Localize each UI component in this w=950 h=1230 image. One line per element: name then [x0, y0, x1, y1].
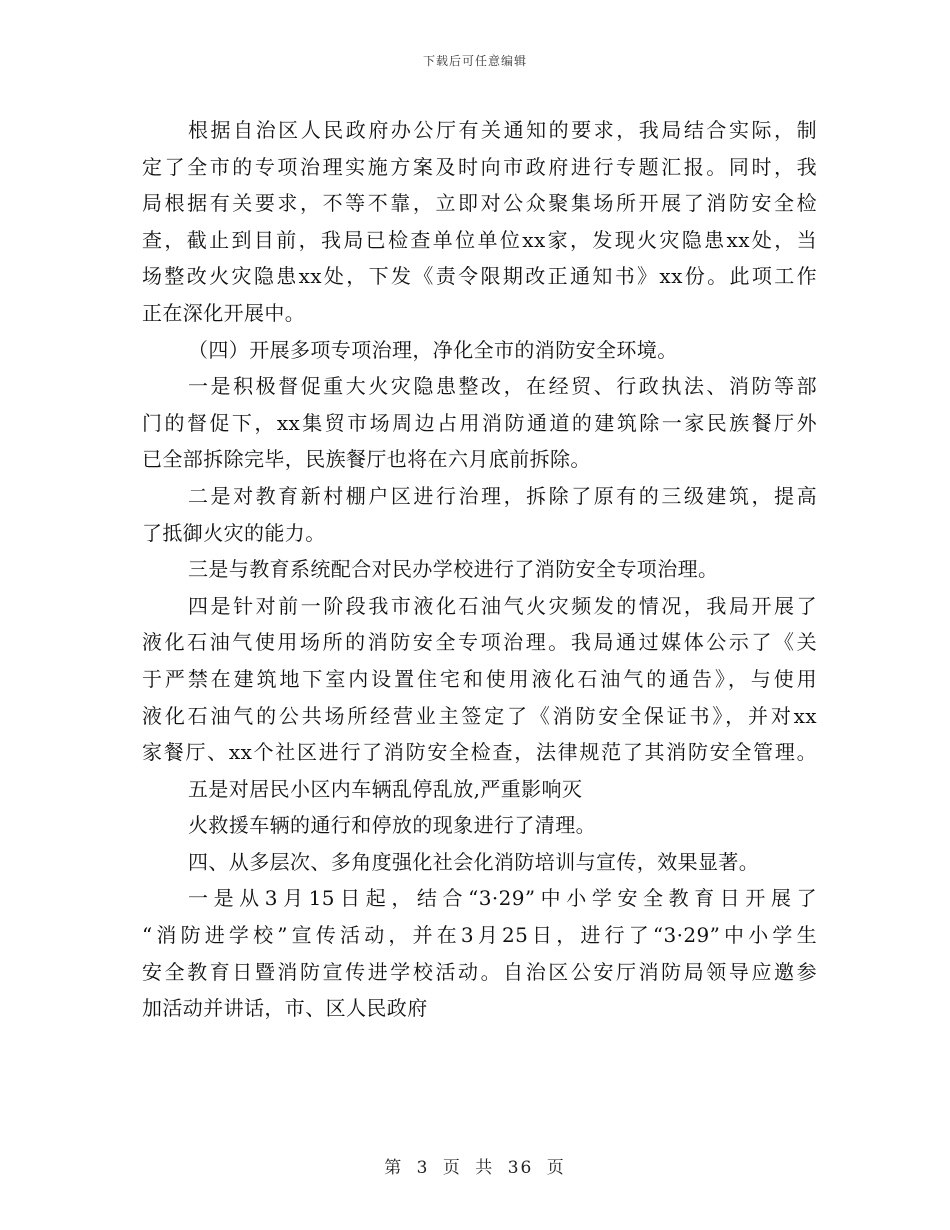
- text-line: 于严禁在建筑地下室内设置住宅和使用液化石油气的通告》，与使用: [142, 666, 817, 691]
- paragraph-item-4: [142, 588, 817, 771]
- text-line: 液化石油气使用场所的消防安全专项治理。我局通过媒体公示了《关: [142, 630, 817, 655]
- paragraph-item-2: [142, 478, 817, 551]
- text-line: 局根据有关要求，不等不靠，立即对公众聚集场所开展了消防安全检: [142, 191, 817, 216]
- text-line: 液化石油气的公共场所经营业主签定了《消防安全保证书》，并对xx: [142, 703, 817, 728]
- paragraph-item-1: [142, 368, 817, 478]
- text-line: 了抵御火灾的能力。: [142, 520, 326, 545]
- paragraph-item-5: [142, 771, 817, 808]
- text-line: 根据自治区人民政府办公厅有关通知的要求，我局结合实际，制: [188, 118, 817, 142]
- text-line: 安全教育日暨消防宣传进学校活动。自治区公安厅消防局领导应邀参: [142, 959, 817, 984]
- text-line: 三是与教育系统配合对民办学校进行了消防安全专项治理。: [188, 557, 719, 582]
- text-line: 定了全市的专项治理实施方案及时向市政府进行专题汇报。同时，我: [142, 154, 817, 179]
- document-body: [142, 112, 817, 1027]
- text-line: 加活动并讲话，市、区人民政府: [142, 996, 428, 1021]
- paragraph-item-5-continued: [142, 807, 817, 844]
- section-heading-4: [142, 332, 817, 369]
- page-number: 第 3 页 共 36 页: [384, 1158, 566, 1178]
- text-line: 场整改火灾隐患xx处，下发《责令限期改正通知书》xx份。此项工作: [142, 264, 817, 289]
- text-line: 查，截止到目前，我局已检查单位单位xx家，发现火灾隐患xx处，当: [142, 227, 817, 252]
- text-line: 四、从多层次、多角度强化社会化消防培训与宣传，效果显著。: [188, 849, 760, 874]
- paragraph-item-3: [142, 551, 817, 588]
- paragraph-1: [142, 112, 817, 332]
- paragraph-training-1: [142, 880, 817, 1026]
- text-line: 已全部拆除完毕，民族餐厅也将在六月底前拆除。: [142, 447, 591, 472]
- text-line: 门的督促下，xx集贸市场周边占用消防通道的建筑除一家民族餐厅外: [142, 410, 817, 435]
- text-line: （四）开展多项专项治理，净化全市的消防安全环境。: [188, 337, 678, 362]
- text-line: 火救援车辆的通行和停放的现象进行了清理。: [188, 813, 596, 838]
- text-line: 四是针对前一阶段我市液化石油气火灾频发的情况，我局开展了: [188, 593, 817, 618]
- text-line: 五是对居民小区内车辆乱停乱放,严重影响灭: [188, 776, 583, 801]
- text-line: 二是对教育新村棚户区进行治理，拆除了原有的三级建筑，提高: [188, 483, 817, 508]
- text-line: 一是积极督促重大火灾隐患整改，在经贸、行政执法、消防等部: [188, 374, 817, 399]
- text-line: 家餐厅、xx个社区进行了消防安全检查，法律规范了其消防安全管理。: [142, 740, 817, 765]
- page-header: 下载后可任意编辑: [422, 54, 527, 68]
- text-line: “消防进学校”宣传活动，并在3月25日，进行了“3·29”中小学生: [142, 923, 817, 948]
- text-line: 正在深化开展中。: [142, 300, 306, 325]
- text-line: 一是从3月15日起，结合“3·29”中小学安全教育日开展了: [188, 886, 817, 911]
- section-heading-four: [142, 844, 817, 881]
